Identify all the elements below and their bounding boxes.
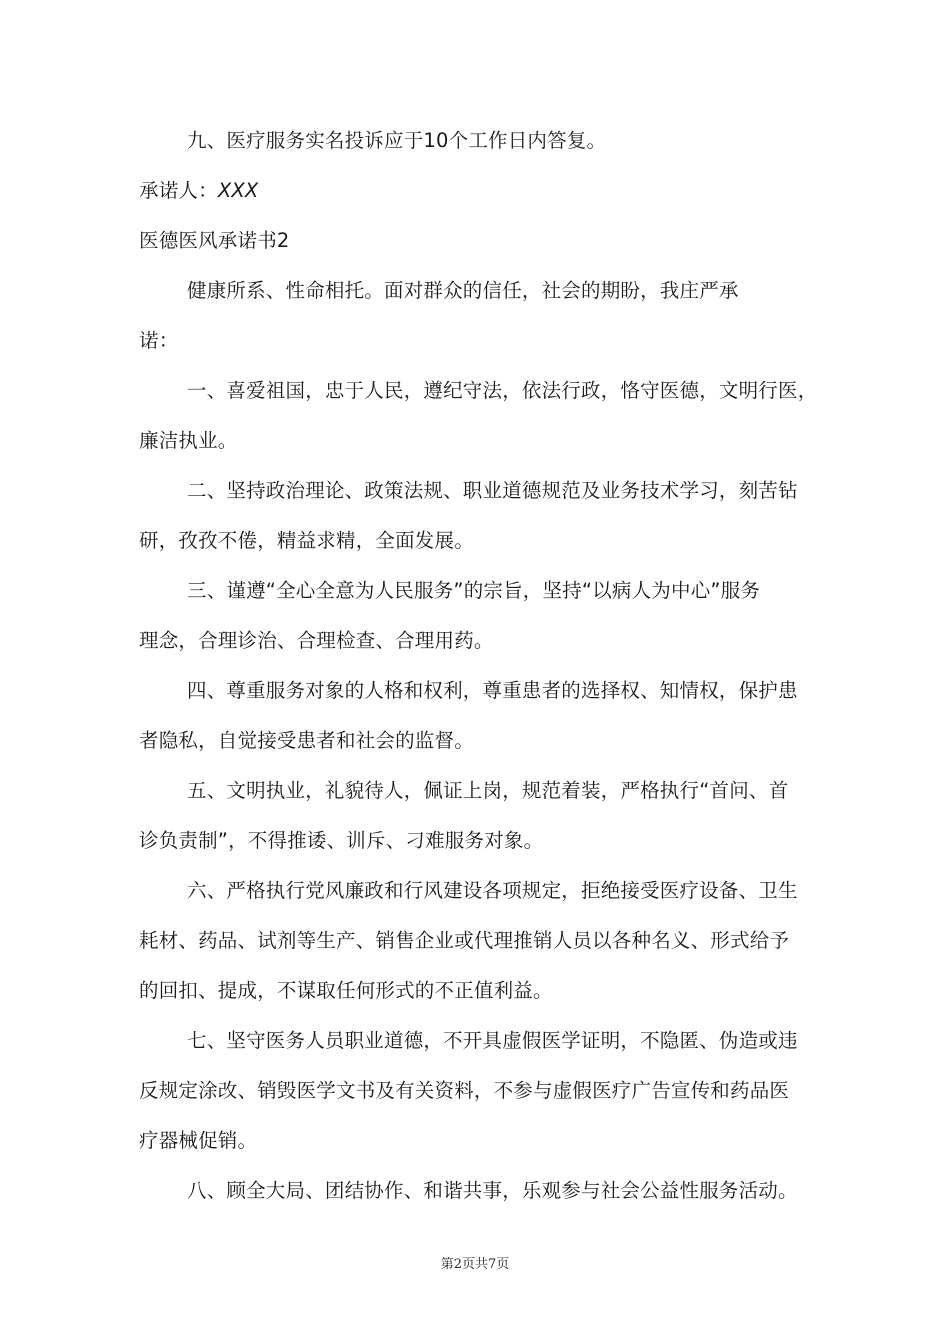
paragraph-7-line-3: 疗器械促销。 — [139, 1129, 258, 1152]
paragraph-2-line-1: 二、坚持政治理论、政策法规、职业道德规范及业务技术学习，刻苦钻 — [187, 479, 798, 502]
page-footer: 第2页共7页 — [440, 1257, 510, 1272]
paragraph-2-line-2: 研，孜孜不倦，精益求精，全面发展。 — [139, 529, 474, 552]
paragraph-3-line-1: 三、谨遵“全心全意为人民服务”的宗旨，坚持“以病人为中心”服务 — [187, 579, 761, 602]
item-9-text: 九、医疗服务实名投诉应于10个工作日内答复。 — [187, 129, 607, 152]
paragraph-8-line-1: 八、顾全大局、团结协作、和谐共事，乐观参与社会公益性服务活动。 — [187, 1179, 798, 1202]
paragraph-5-line-2: 诊负责制”，不得推诿、训斥、刁难服务对象。 — [139, 829, 544, 852]
paragraph-6-line-2: 耗材、药品、试剂等生产、销售企业或代理推销人员以各种名义、形式给予 — [139, 929, 790, 952]
intro-line-2: 诺： — [139, 329, 179, 352]
signatory-label: 承诺人： — [139, 179, 218, 202]
intro-line-1: 健康所系、性命相托。面对群众的信任，社会的期盼，我庄严承 — [187, 279, 739, 302]
signatory-line — [139, 178, 819, 204]
paragraph-5-line-1: 五、文明执业，礼貌待人，佩证上岗，规范着装，严格执行“首问、首 — [187, 779, 789, 802]
paragraph-1-line-1: 一、喜爱祖国，忠于人民，遵纪守法，依法行政，恪守医德，文明行医， — [187, 379, 818, 402]
signatory-value: XXX — [217, 179, 259, 202]
paragraph-7-line-1: 七、坚守医务人员职业道德，不开具虚假医学证明，不隐匿、伪造或违 — [187, 1029, 798, 1052]
paragraph-3-line-2: 理念，合理诊治、合理检查、合理用药。 — [139, 629, 494, 652]
paragraph-1-line-2: 廉洁执业。 — [139, 429, 238, 452]
paragraph-6-line-1: 六、严格执行党风廉政和行风建设各项规定，拒绝接受医疗设备、卫生 — [187, 879, 798, 902]
paragraph-4-line-2: 者隐私，自觉接受患者和社会的监督。 — [139, 729, 474, 752]
paragraph-7-line-2: 反规定涂改、销毁医学文书及有关资料，不参与虚假医疗广告宣传和药品医 — [139, 1079, 790, 1102]
section-title: 医德医风承诺书2 — [139, 229, 290, 252]
paragraph-6-line-3: 的回扣、提成，不谋取任何形式的不正值利益。 — [139, 979, 553, 1002]
paragraph-4-line-1: 四、尊重服务对象的人格和权利，尊重患者的选择权、知情权，保护患 — [187, 679, 798, 702]
